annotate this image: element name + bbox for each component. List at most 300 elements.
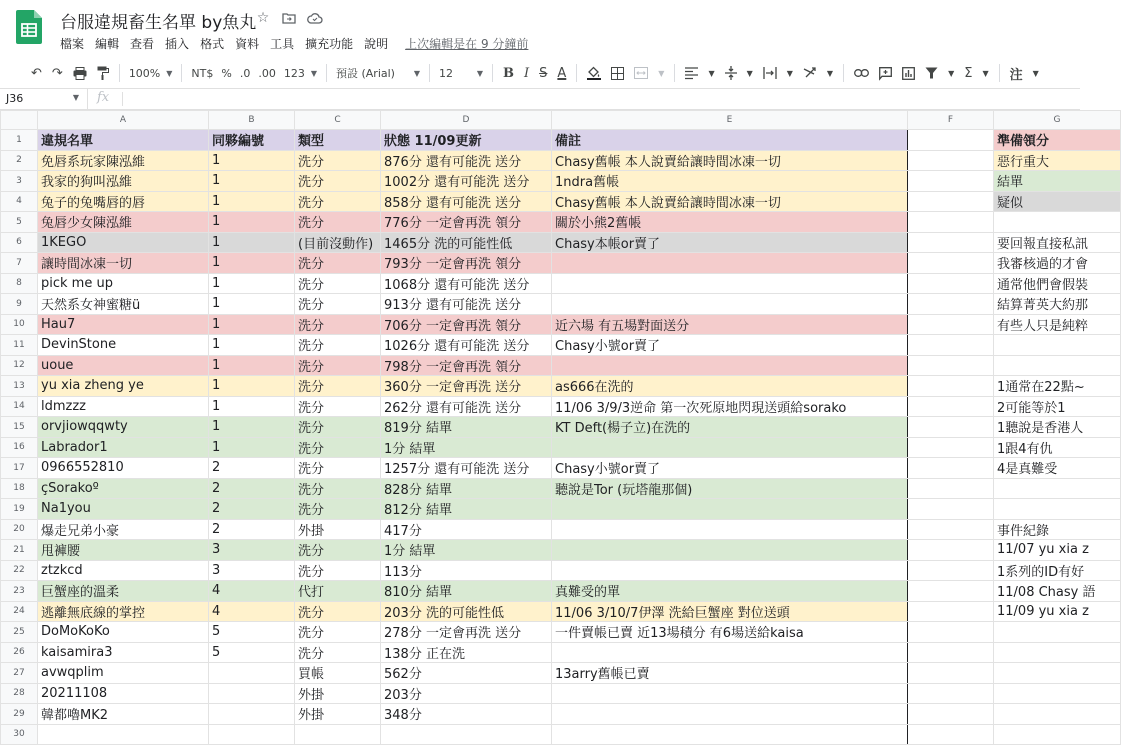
cell-b[interactable]: 3 xyxy=(209,560,295,581)
cell-e[interactable] xyxy=(552,704,908,725)
cell-e[interactable]: Chasy小號or賣了 xyxy=(552,458,908,479)
filter-icon[interactable] xyxy=(920,61,943,85)
cell-a[interactable]: ztzkcd xyxy=(38,560,209,581)
cell-c[interactable]: 洗分 xyxy=(295,396,381,417)
cell-a[interactable]: 天然系女神蜜糖ü xyxy=(38,294,209,315)
text-wrap-icon[interactable] xyxy=(758,61,782,85)
cell-b[interactable]: 2 xyxy=(209,519,295,540)
cell-g[interactable]: 1聽說是香港人 xyxy=(994,417,1121,438)
cell-a[interactable]: 違規名單 xyxy=(38,130,209,151)
cell-e[interactable]: 關於小熊2舊帳 xyxy=(552,212,908,233)
cell-f[interactable] xyxy=(908,130,994,151)
cell-d[interactable]: 1分 結單 xyxy=(381,540,552,561)
cell-d[interactable]: 203分 xyxy=(381,683,552,704)
cell-c[interactable]: 外掛 xyxy=(295,519,381,540)
row-header[interactable]: 27 xyxy=(1,663,38,684)
cell-f[interactable] xyxy=(908,704,994,725)
cell-a[interactable]: 甩褲腰 xyxy=(38,540,209,561)
cell-g[interactable]: 1跟4有仇 xyxy=(994,437,1121,458)
row-header[interactable]: 4 xyxy=(1,191,38,212)
cell-b[interactable]: 1 xyxy=(209,335,295,356)
cell-e[interactable] xyxy=(552,273,908,294)
cell-f[interactable] xyxy=(908,232,994,253)
cell-a[interactable]: Hau7 xyxy=(38,314,209,335)
cell-e[interactable]: 近六場 有五場對面送分 xyxy=(552,314,908,335)
cell-g[interactable] xyxy=(994,642,1121,663)
cell-b[interactable]: 4 xyxy=(209,601,295,622)
cell-g[interactable]: 1通常在22點~ xyxy=(994,376,1121,397)
cell-e[interactable] xyxy=(552,355,908,376)
cell-b[interactable]: 1 xyxy=(209,417,295,438)
cell-b[interactable]: 5 xyxy=(209,622,295,643)
cell-g[interactable]: 事件紀錄 xyxy=(994,519,1121,540)
cell-g[interactable]: 要回報直接私訊 xyxy=(994,232,1121,253)
cell-c[interactable]: 洗分 xyxy=(295,560,381,581)
cell-d[interactable]: 348分 xyxy=(381,704,552,725)
cell-f[interactable] xyxy=(908,355,994,376)
cell-d[interactable]: 793分 一定會再洗 領分 xyxy=(381,253,552,274)
cell-f[interactable] xyxy=(908,601,994,622)
name-box[interactable] xyxy=(0,89,88,109)
cell-a[interactable]: 讓時間冰凍一切 xyxy=(38,253,209,274)
column-header-f[interactable]: F xyxy=(908,111,994,130)
cell-g[interactable]: 惡行重大 xyxy=(994,150,1121,171)
cell-a[interactable]: 我家的狗叫泓維 xyxy=(38,171,209,192)
cell-e[interactable]: 真難受的單 xyxy=(552,581,908,602)
cell-b[interactable] xyxy=(209,663,295,684)
column-header-c[interactable]: C xyxy=(295,111,381,130)
cell-g[interactable]: 結算菁英大約那 xyxy=(994,294,1121,315)
menu-insert[interactable]: 插入 xyxy=(165,37,190,51)
cell-c[interactable]: 洗分 xyxy=(295,212,381,233)
cell-c[interactable]: 洗分 xyxy=(295,540,381,561)
cell-d[interactable]: 1分 結單 xyxy=(381,437,552,458)
cell-b[interactable]: 1 xyxy=(209,437,295,458)
cell-c[interactable]: 洗分 xyxy=(295,335,381,356)
cell-d[interactable]: 562分 xyxy=(381,663,552,684)
cell-d[interactable]: 776分 一定會再洗 領分 xyxy=(381,212,552,233)
row-header[interactable]: 30 xyxy=(1,724,38,745)
row-header[interactable]: 6 xyxy=(1,232,38,253)
insert-comment-icon[interactable] xyxy=(874,61,897,85)
row-header[interactable]: 20 xyxy=(1,519,38,540)
cell-f[interactable] xyxy=(908,437,994,458)
cell-e[interactable] xyxy=(552,683,908,704)
cell-c[interactable]: 洗分 xyxy=(295,355,381,376)
cell-b[interactable]: 5 xyxy=(209,642,295,663)
cell-e[interactable]: KT Deft(楊子立)在洗的 xyxy=(552,417,908,438)
cell-d[interactable]: 417分 xyxy=(381,519,552,540)
cell-d[interactable]: 262分 還有可能洗 送分 xyxy=(381,396,552,417)
row-header[interactable]: 16 xyxy=(1,437,38,458)
cell-a[interactable]: orvjiowqqwty xyxy=(38,417,209,438)
cell-b[interactable]: 2 xyxy=(209,499,295,520)
cell-g[interactable] xyxy=(994,499,1121,520)
cell-d[interactable]: 1026分 還有可能洗 送分 xyxy=(381,335,552,356)
cell-b[interactable]: 2 xyxy=(209,478,295,499)
cell-a[interactable]: 免唇系玩家陳泓維 xyxy=(38,150,209,171)
cell-a[interactable]: 兔子的兔嘴唇的唇 xyxy=(38,191,209,212)
cell-g[interactable]: 2可能等於1 xyxy=(994,396,1121,417)
cell-g[interactable] xyxy=(994,478,1121,499)
text-color-button[interactable]: A xyxy=(557,65,567,81)
cell-a[interactable]: ldmzzz xyxy=(38,396,209,417)
insert-chart-icon[interactable] xyxy=(897,61,920,85)
cell-b[interactable]: 1 xyxy=(209,232,295,253)
cell-b[interactable]: 2 xyxy=(209,458,295,479)
cell-d[interactable]: 876分 還有可能洗 送分 xyxy=(381,150,552,171)
cell-b[interactable]: 同夥編號 xyxy=(209,130,295,151)
cell-f[interactable] xyxy=(908,396,994,417)
cell-b[interactable]: 1 xyxy=(209,376,295,397)
sheets-logo-icon[interactable] xyxy=(16,10,42,44)
row-header[interactable]: 1 xyxy=(1,130,38,151)
decrease-decimal-button[interactable]: .0 xyxy=(239,66,251,80)
cell-b[interactable]: 1 xyxy=(209,150,295,171)
cell-d[interactable]: 913分 還有可能洗 送分 xyxy=(381,294,552,315)
cell-d[interactable]: 203分 洗的可能性低 xyxy=(381,601,552,622)
cell-g[interactable] xyxy=(994,704,1121,725)
cell-a[interactable]: 兔唇少女陳泓維 xyxy=(38,212,209,233)
cell-b[interactable]: 1 xyxy=(209,273,295,294)
redo-icon[interactable]: ↷ xyxy=(51,65,63,81)
cell-c[interactable]: 洗分 xyxy=(295,314,381,335)
cell-f[interactable] xyxy=(908,294,994,315)
cell-d[interactable] xyxy=(381,724,552,745)
cell-d[interactable]: 858分 還有可能洗 送分 xyxy=(381,191,552,212)
cell-a[interactable]: kaisamira3 xyxy=(38,642,209,663)
cell-c[interactable]: 洗分 xyxy=(295,294,381,315)
cell-g[interactable]: 疑似 xyxy=(994,191,1121,212)
cell-c[interactable]: 外掛 xyxy=(295,704,381,725)
cell-d[interactable]: 828分 結單 xyxy=(381,478,552,499)
cell-e[interactable] xyxy=(552,519,908,540)
row-header[interactable]: 18 xyxy=(1,478,38,499)
cell-c[interactable]: 洗分 xyxy=(295,376,381,397)
cell-d[interactable]: 819分 結單 xyxy=(381,417,552,438)
cell-a[interactable]: yu xia zheng ye xyxy=(38,376,209,397)
row-header[interactable]: 7 xyxy=(1,253,38,274)
chevron-down-icon[interactable]: ▼ xyxy=(826,68,834,78)
cell-e[interactable]: Chasy本帳or賣了 xyxy=(552,232,908,253)
cell-f[interactable] xyxy=(908,273,994,294)
cell-b[interactable]: 1 xyxy=(209,314,295,335)
cell-b[interactable]: 1 xyxy=(209,396,295,417)
cell-f[interactable] xyxy=(908,417,994,438)
cell-g[interactable]: 準備領分 xyxy=(994,130,1121,151)
currency-format-button[interactable]: NT$ xyxy=(191,66,214,80)
chevron-down-icon[interactable]: ▼ xyxy=(1032,68,1039,78)
row-header[interactable]: 11 xyxy=(1,335,38,356)
cell-c[interactable]: 洗分 xyxy=(295,171,381,192)
row-header[interactable]: 17 xyxy=(1,458,38,479)
star-icon[interactable]: ☆ xyxy=(256,10,270,26)
cell-g[interactable]: 11/08 Chasy 語 xyxy=(994,581,1121,602)
input-tools-button[interactable]: 注 xyxy=(1009,67,1023,83)
cell-c[interactable]: 洗分 xyxy=(295,150,381,171)
font-family-select[interactable] xyxy=(332,61,424,85)
menu-format[interactable]: 格式 xyxy=(200,37,225,51)
cell-c[interactable]: 洗分 xyxy=(295,437,381,458)
cell-c[interactable]: 洗分 xyxy=(295,191,381,212)
cell-e[interactable]: as666在洗的 xyxy=(552,376,908,397)
cell-e[interactable]: 13arry舊帳已賣 xyxy=(552,663,908,684)
row-header[interactable]: 9 xyxy=(1,294,38,315)
move-folder-icon[interactable] xyxy=(280,9,298,27)
column-header-a[interactable]: A xyxy=(38,111,209,130)
cell-g[interactable]: 通常他們會假裝 xyxy=(994,273,1121,294)
cell-e[interactable] xyxy=(552,540,908,561)
cell-f[interactable] xyxy=(908,191,994,212)
cell-c[interactable]: 類型 xyxy=(295,130,381,151)
cell-c[interactable]: 洗分 xyxy=(295,478,381,499)
cell-e[interactable] xyxy=(552,294,908,315)
row-header[interactable]: 10 xyxy=(1,314,38,335)
cell-c[interactable]: 洗分 xyxy=(295,273,381,294)
last-edit-link[interactable]: 上次編輯是在 9 分鐘前 xyxy=(405,37,529,51)
percent-format-button[interactable]: % xyxy=(221,66,232,80)
row-header[interactable]: 5 xyxy=(1,212,38,233)
cell-g[interactable]: 4是真難受 xyxy=(994,458,1121,479)
number-format-select[interactable] xyxy=(280,61,321,85)
cell-e[interactable]: Chasy舊帳 本人說賣給讓時間冰凍一切 xyxy=(552,191,908,212)
cell-b[interactable] xyxy=(209,724,295,745)
row-header[interactable]: 22 xyxy=(1,560,38,581)
italic-button[interactable]: I xyxy=(523,65,530,81)
cell-a[interactable]: 1KEGO xyxy=(38,232,209,253)
row-header[interactable]: 12 xyxy=(1,355,38,376)
column-header-e[interactable]: E xyxy=(552,111,908,130)
menu-edit[interactable]: 編輯 xyxy=(95,37,120,51)
cell-g[interactable]: 11/07 yu xia z xyxy=(994,540,1121,561)
cell-e[interactable] xyxy=(552,560,908,581)
cell-a[interactable]: 巨蟹座的溫柔 xyxy=(38,581,209,602)
cell-d[interactable]: 278分 一定會再洗 送分 xyxy=(381,622,552,643)
menu-view[interactable]: 查看 xyxy=(130,37,155,51)
functions-button[interactable]: Σ xyxy=(964,65,973,81)
cell-d[interactable]: 138分 正在洗 xyxy=(381,642,552,663)
cell-f[interactable] xyxy=(908,581,994,602)
cell-c[interactable]: (目前沒動作) xyxy=(295,232,381,253)
text-rotation-icon[interactable] xyxy=(798,61,822,85)
cell-f[interactable] xyxy=(908,314,994,335)
cell-e[interactable] xyxy=(552,437,908,458)
cloud-status-icon[interactable] xyxy=(306,9,324,27)
row-header[interactable]: 23 xyxy=(1,581,38,602)
cell-e[interactable] xyxy=(552,724,908,745)
cell-d[interactable]: 1465分 洗的可能性低 xyxy=(381,232,552,253)
cell-g[interactable] xyxy=(994,724,1121,745)
cell-a[interactable]: uoue xyxy=(38,355,209,376)
cell-c[interactable]: 洗分 xyxy=(295,622,381,643)
cell-e[interactable]: 備註 xyxy=(552,130,908,151)
chevron-down-icon[interactable]: ▼ xyxy=(746,68,753,78)
cell-a[interactable]: 0966552810 xyxy=(38,458,209,479)
cell-c[interactable]: 洗分 xyxy=(295,253,381,274)
row-header[interactable]: 26 xyxy=(1,642,38,663)
cell-c[interactable]: 外掛 xyxy=(295,683,381,704)
menu-tools[interactable]: 工具 xyxy=(270,37,295,51)
chevron-down-icon[interactable]: ▼ xyxy=(708,68,715,78)
paint-format-icon[interactable] xyxy=(92,61,114,85)
cell-f[interactable] xyxy=(908,560,994,581)
cell-a[interactable]: 爆走兄弟小豪 xyxy=(38,519,209,540)
cell-b[interactable]: 1 xyxy=(209,191,295,212)
column-header-g[interactable]: G xyxy=(994,111,1121,130)
cell-b[interactable]: 1 xyxy=(209,171,295,192)
cell-b[interactable]: 1 xyxy=(209,212,295,233)
row-header[interactable]: 21 xyxy=(1,540,38,561)
cell-g[interactable]: 我審核過的才會 xyxy=(994,253,1121,274)
cell-f[interactable] xyxy=(908,540,994,561)
cell-g[interactable]: 有些人只是純粹 xyxy=(994,314,1121,335)
cell-f[interactable] xyxy=(908,458,994,479)
cell-a[interactable]: 韓都嚕MK2 xyxy=(38,704,209,725)
insert-link-icon[interactable] xyxy=(849,61,874,85)
menu-help[interactable]: 說明 xyxy=(364,37,389,51)
cell-e[interactable]: 一件賣帳已賣 近13場積分 有6場送給kaisa xyxy=(552,622,908,643)
bold-button[interactable]: B xyxy=(502,65,514,81)
cell-a[interactable]: 逃離無底線的掌控 xyxy=(38,601,209,622)
cell-f[interactable] xyxy=(908,683,994,704)
cell-a[interactable]: DoMoKoKo xyxy=(38,622,209,643)
column-header-b[interactable]: B xyxy=(209,111,295,130)
borders-icon[interactable] xyxy=(606,61,629,85)
cell-f[interactable] xyxy=(908,724,994,745)
spreadsheet-grid[interactable] xyxy=(0,110,1096,740)
cell-f[interactable] xyxy=(908,642,994,663)
cell-g[interactable] xyxy=(994,355,1121,376)
cell-d[interactable]: 360分 一定會再洗 送分 xyxy=(381,376,552,397)
cell-d[interactable]: 706分 一定會再洗 領分 xyxy=(381,314,552,335)
cell-d[interactable]: 狀態 11/09更新 xyxy=(381,130,552,151)
row-header[interactable]: 14 xyxy=(1,396,38,417)
cell-f[interactable] xyxy=(908,376,994,397)
cell-f[interactable] xyxy=(908,212,994,233)
cell-e[interactable]: 1ndra舊帳 xyxy=(552,171,908,192)
cell-d[interactable]: 1068分 還有可能洗 送分 xyxy=(381,273,552,294)
font-size-select[interactable] xyxy=(435,61,487,85)
row-header[interactable]: 3 xyxy=(1,171,38,192)
cell-e[interactable]: Chasy舊帳 本人說賣給讓時間冰凍一切 xyxy=(552,150,908,171)
cell-f[interactable] xyxy=(908,478,994,499)
menu-file[interactable]: 檔案 xyxy=(60,37,85,51)
row-header[interactable]: 13 xyxy=(1,376,38,397)
chevron-down-icon[interactable]: ▼ xyxy=(658,68,665,78)
cell-a[interactable]: DevinStone xyxy=(38,335,209,356)
cell-g[interactable] xyxy=(994,663,1121,684)
cell-g[interactable] xyxy=(994,683,1121,704)
row-header[interactable]: 15 xyxy=(1,417,38,438)
cell-e[interactable] xyxy=(552,499,908,520)
cell-d[interactable]: 798分 一定會再洗 領分 xyxy=(381,355,552,376)
cell-d[interactable]: 1257分 還有可能洗 送分 xyxy=(381,458,552,479)
cell-a[interactable]: Labrador1 xyxy=(38,437,209,458)
cell-e[interactable]: 11/06 3/9/3逆命 第一次死原地閃現送頭給sorako xyxy=(552,396,908,417)
chevron-down-icon[interactable]: ▼ xyxy=(948,68,955,78)
cell-f[interactable] xyxy=(908,663,994,684)
cell-g[interactable] xyxy=(994,622,1121,643)
cell-g[interactable]: 11/09 yu xia z xyxy=(994,601,1121,622)
zoom-select[interactable] xyxy=(125,61,177,85)
strikethrough-button[interactable]: S xyxy=(539,65,548,81)
cell-c[interactable]: 洗分 xyxy=(295,458,381,479)
document-title[interactable]: 台服違規畜生名單 by魚丸 xyxy=(60,13,257,33)
cell-g[interactable]: 1系列的ID有好 xyxy=(994,560,1121,581)
cell-a[interactable]: çSorakoº xyxy=(38,478,209,499)
cell-c[interactable]: 代打 xyxy=(295,581,381,602)
cell-a[interactable]: avwqplim xyxy=(38,663,209,684)
cell-e[interactable]: 11/06 3/10/7伊澤 洗給巨蟹座 對位送頭 xyxy=(552,601,908,622)
chevron-down-icon[interactable]: ▼ xyxy=(786,68,793,78)
cell-g[interactable] xyxy=(994,212,1121,233)
cell-c[interactable] xyxy=(295,724,381,745)
cell-c[interactable]: 洗分 xyxy=(295,642,381,663)
cell-c[interactable]: 洗分 xyxy=(295,417,381,438)
cell-f[interactable] xyxy=(908,519,994,540)
row-header[interactable]: 24 xyxy=(1,601,38,622)
cell-a[interactable]: Na1you xyxy=(38,499,209,520)
cell-e[interactable] xyxy=(552,642,908,663)
menu-extensions[interactable]: 擴充功能 xyxy=(305,37,354,51)
row-header[interactable]: 19 xyxy=(1,499,38,520)
merge-cells-icon[interactable] xyxy=(629,61,653,85)
cell-b[interactable] xyxy=(209,704,295,725)
cell-f[interactable] xyxy=(908,499,994,520)
menu-data[interactable]: 資料 xyxy=(235,37,260,51)
cell-f[interactable] xyxy=(908,150,994,171)
row-header[interactable]: 2 xyxy=(1,150,38,171)
cell-f[interactable] xyxy=(908,335,994,356)
column-header-d[interactable]: D xyxy=(381,111,552,130)
cell-a[interactable]: pick me up xyxy=(38,273,209,294)
fill-color-icon[interactable] xyxy=(582,61,606,85)
cell-f[interactable] xyxy=(908,253,994,274)
row-header[interactable]: 8 xyxy=(1,273,38,294)
row-header[interactable]: 25 xyxy=(1,622,38,643)
cell-e[interactable] xyxy=(552,253,908,274)
cell-d[interactable]: 1002分 還有可能洗 送分 xyxy=(381,171,552,192)
cell-a[interactable] xyxy=(38,724,209,745)
select-all-corner[interactable] xyxy=(1,111,38,130)
cell-e[interactable]: 聽說是Tor (玩塔龍那個) xyxy=(552,478,908,499)
cell-b[interactable]: 3 xyxy=(209,540,295,561)
row-header[interactable]: 29 xyxy=(1,704,38,725)
cell-a[interactable]: 20211108 xyxy=(38,683,209,704)
undo-icon[interactable]: ↶ xyxy=(31,65,42,81)
cell-e[interactable]: Chasy小號or賣了 xyxy=(552,335,908,356)
cell-g[interactable] xyxy=(994,335,1121,356)
vertical-align-icon[interactable] xyxy=(720,61,742,85)
cell-d[interactable]: 113分 xyxy=(381,560,552,581)
row-header[interactable]: 28 xyxy=(1,683,38,704)
cell-b[interactable]: 1 xyxy=(209,355,295,376)
cell-f[interactable] xyxy=(908,622,994,643)
cell-b[interactable]: 1 xyxy=(209,294,295,315)
cell-c[interactable]: 洗分 xyxy=(295,499,381,520)
cell-b[interactable] xyxy=(209,683,295,704)
cell-f[interactable] xyxy=(908,171,994,192)
horizontal-align-icon[interactable] xyxy=(680,61,703,85)
chevron-down-icon[interactable]: ▼ xyxy=(982,68,989,78)
cell-c[interactable]: 買帳 xyxy=(295,663,381,684)
cell-d[interactable]: 812分 結單 xyxy=(381,499,552,520)
cell-c[interactable]: 洗分 xyxy=(295,601,381,622)
print-icon[interactable] xyxy=(68,61,92,85)
cell-b[interactable]: 1 xyxy=(209,253,295,274)
cell-g[interactable]: 結單 xyxy=(994,171,1121,192)
increase-decimal-button[interactable]: .00 xyxy=(258,66,276,80)
